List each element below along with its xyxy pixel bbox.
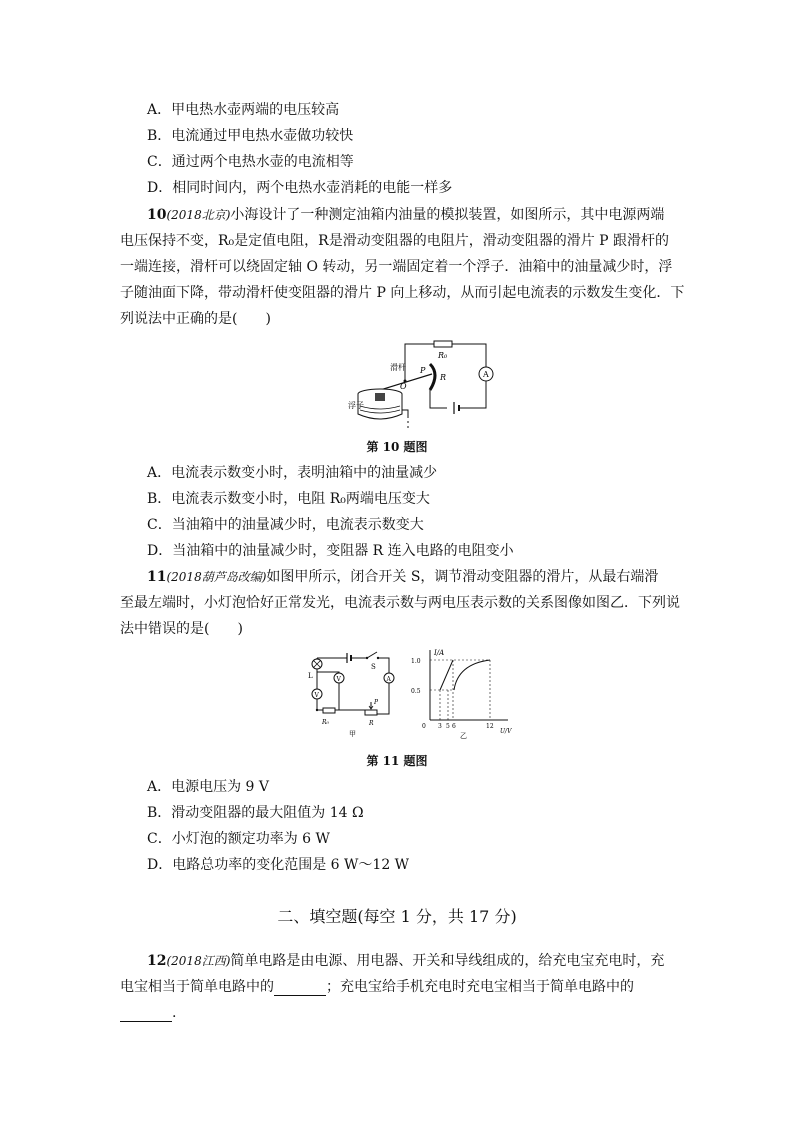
q12-text-3: .	[172, 1005, 177, 1021]
q12-text: 简单电路是由电源、用电器、开关和导线组成的，给充电宝充电时，充	[230, 953, 665, 969]
q10-option-d: D．当油箱中的油量减少时，变阻器 R 连入电路的电阻变小	[147, 543, 514, 559]
q11-stem-line-2: 至最左端时，小灯泡恰好正常发光，电流表示数与两电压表示数的关系图像如图乙．下列说	[120, 595, 680, 611]
q11-xtick-4: 12	[486, 723, 494, 730]
q11-circuit-diagram	[305, 650, 400, 740]
q11-graph-caption: 乙	[460, 732, 467, 740]
q12-answer-blank-2[interactable]	[120, 1007, 172, 1022]
q12-text-2b: ；充电宝给手机充电时充电宝相当于简单电路中的	[326, 979, 634, 995]
q9-option-a: A．甲电热水壶两端的电压较高	[147, 102, 340, 118]
q12-stem-line-3	[120, 1004, 176, 1022]
q11-lamp-label: L	[308, 672, 313, 680]
q10-stem-line-4: 子随油面下降，带动滑杆使变阻器的滑片 P 向上移动，从而引起电流表的示数发生变化．下	[120, 285, 685, 301]
q11-graph	[408, 646, 518, 740]
q10-text: 小海设计了一种测定油箱内油量的模拟装置，如图所示，其中电源两端	[230, 207, 665, 223]
q11-text: 如图甲所示，闭合开关 S，调节滑动变阻器的滑片，从最右端滑	[266, 569, 659, 585]
q11-switch-label: S	[371, 663, 376, 671]
q11-voltmeter-label-1: V	[314, 692, 319, 699]
float-block	[375, 393, 385, 401]
q11-xtick-1: 3	[438, 723, 442, 730]
q10-option-c: C．当油箱中的油量减少时，电流表示数变大	[147, 517, 424, 533]
q11-r0-label: R₀	[322, 719, 329, 726]
q10-p-label: P	[420, 366, 426, 375]
q9-option-c: C．通过两个电热水壶的电流相等	[147, 154, 354, 170]
rheostat-arc	[430, 364, 435, 390]
q11-circuit-caption: 甲	[349, 730, 356, 738]
switch-icon	[367, 652, 377, 658]
q10-r0-label: R₀	[438, 351, 448, 360]
q10-r-label: R	[440, 373, 447, 382]
q10-option-a: A．电流表示数变小时，表明油箱中的油量减少	[147, 465, 438, 481]
r0-resistor	[434, 341, 452, 347]
q10-source: (2018北京)	[166, 208, 231, 222]
q11-r-label: R	[369, 720, 374, 727]
q12-stem-line-2	[120, 978, 634, 996]
section-heading: 二、填空题(每空 1 分，共 17 分)	[277, 907, 517, 926]
q11-figure-caption: 第 11 题图	[366, 754, 428, 768]
q11-graph-xlabel: U/V	[500, 728, 512, 735]
q11-xtick-3: 6	[452, 723, 456, 730]
q10-ammeter-label: A	[483, 370, 489, 379]
q10-float-label: 浮子	[348, 401, 364, 410]
q10-option-b: B．电流表示数变小时，电阻 R₀两端电压变大	[147, 491, 430, 507]
q9-option-b: B．电流通过甲电热水壶做功较快	[147, 128, 354, 144]
q12-stem-line-1	[147, 952, 664, 970]
q11-source: (2018葫芦岛改编)	[166, 570, 267, 584]
q10-o-label: O	[400, 382, 407, 391]
q11-option-c: C．小灯泡的额定功率为 6 W	[147, 831, 330, 847]
r0-resistor	[323, 708, 335, 713]
q12-text-2a: 电宝相当于简单电路中的	[120, 979, 274, 995]
q11-option-a: A．电源电压为 9 V	[147, 779, 270, 795]
q11-ytick-1: 1.0	[411, 658, 421, 665]
q10-figure	[350, 338, 500, 430]
q10-slide-rod-label: 滑杆	[390, 363, 406, 372]
q10-number: 10	[147, 207, 167, 223]
q11-ammeter-label: A	[386, 676, 391, 683]
q11-stem-line-3: 法中错误的是( )	[120, 621, 243, 637]
q10-stem-line-2: 电压保持不变，R₀是定值电阻，R是滑动变阻器的电阻片，滑动变阻器的滑片 P 跟滑杆的	[120, 233, 670, 249]
q12-number: 12	[147, 953, 167, 969]
q10-stem-line-3: 一端连接，滑杆可以绕固定轴 O 转动，另一端固定着一个浮子．油箱中的油量减少时，浮	[120, 259, 673, 275]
graph-line-v1	[440, 660, 453, 690]
q11-voltmeter-label-2: V	[336, 676, 341, 683]
q11-number: 11	[147, 569, 167, 585]
q11-option-d: D．电路总功率的变化范围是 6 W～12 W	[147, 857, 410, 873]
q10-stem-line-1	[147, 206, 664, 224]
graph-curve-v2	[454, 660, 490, 690]
q11-ytick-2: 0.5	[411, 688, 421, 695]
rheostat-icon	[365, 710, 377, 715]
q9-option-d: D．相同时间内，两个电热水壶消耗的电能一样多	[147, 180, 453, 196]
q11-option-b: B．滑动变阻器的最大阻值为 14 Ω	[147, 805, 364, 821]
q11-stem-line-1	[147, 568, 658, 586]
q10-figure-caption: 第 10 题图	[366, 440, 428, 454]
q12-source: (2018江西)	[166, 954, 231, 968]
q12-answer-blank-1[interactable]	[274, 981, 326, 996]
q11-ytick-3: 0	[422, 723, 426, 730]
q10-stem-line-5: 列说法中正确的是( )	[120, 311, 271, 327]
q11-graph-ylabel: I/A	[434, 649, 445, 657]
q11-xtick-2: 5	[446, 723, 450, 730]
q11-p-label: P	[374, 699, 379, 706]
